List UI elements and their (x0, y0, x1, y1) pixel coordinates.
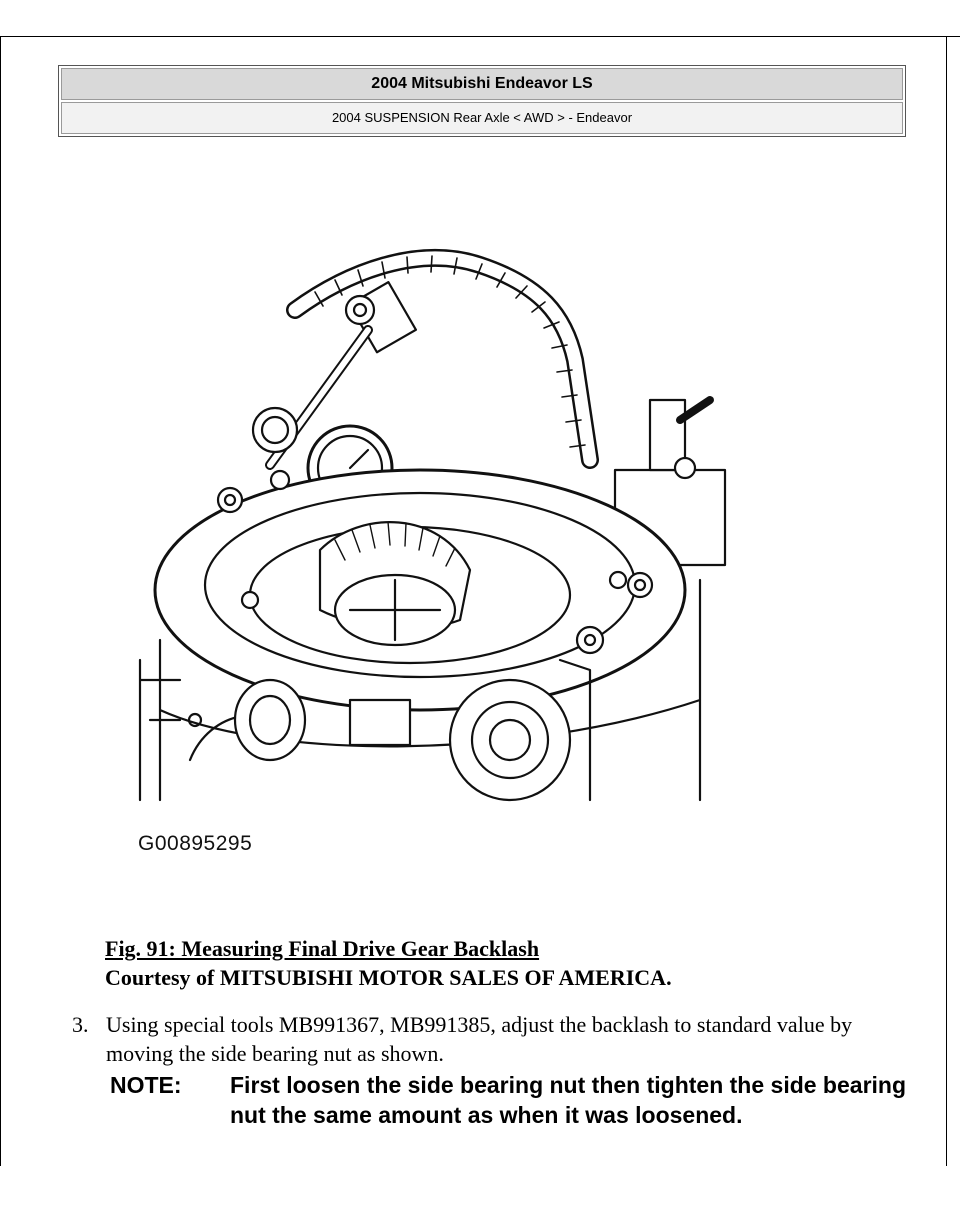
figure-code: G00895295 (138, 832, 253, 855)
page-border-top (0, 36, 960, 37)
note-label: NOTE: (110, 1072, 182, 1098)
figure-title-link[interactable]: Fig. 91: Measuring Final Drive Gear Backlash (105, 936, 540, 961)
figure-caption (105, 934, 672, 992)
step-text: Using special tools MB991367, MB991385, adjust the backlash to standard value by moving the side bearing nut as shown. (106, 1012, 853, 1066)
note-text: First loosen the side bearing nut then tighten the side bearing nut the same amount as when it was loosened. (230, 1072, 907, 1128)
dial-indicator-drawing (120, 240, 750, 860)
note-block (110, 1070, 930, 1130)
document-header (58, 65, 906, 137)
page-border-left (0, 36, 1, 1166)
document-title: 2004 Mitsubishi Endeavor LS (61, 68, 903, 100)
page-border-right (946, 36, 947, 1166)
figure-illustration (120, 240, 750, 860)
step-number: 3. (72, 1012, 89, 1037)
procedure-step (72, 1010, 892, 1068)
figure-courtesy: Courtesy of MITSUBISHI MOTOR SALES OF AMERICA. (105, 965, 672, 990)
document-subtitle: 2004 SUSPENSION Rear Axle < AWD > - Endeavor (61, 102, 903, 134)
